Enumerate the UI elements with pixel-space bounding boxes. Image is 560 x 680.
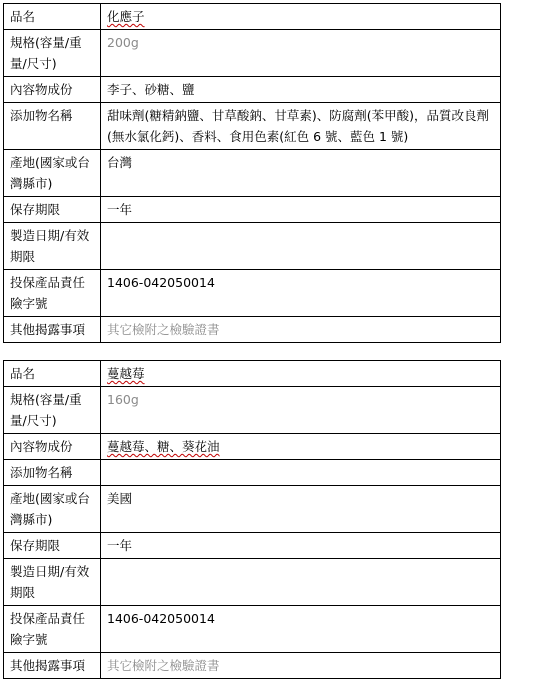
row-label: 內容物成份	[4, 434, 101, 460]
row-label: 製造日期/有效期限	[4, 223, 101, 270]
row-value: 一年	[101, 533, 501, 559]
row-label: 製造日期/有效期限	[4, 559, 101, 606]
table-row	[4, 150, 501, 197]
product-name: 化應子	[107, 9, 145, 24]
ingredients: 蔓越莓、糖、葵花油	[107, 439, 220, 454]
row-label: 投保產品責任險字號	[4, 606, 101, 653]
row-value: 李子、砂糖、鹽	[101, 77, 501, 103]
row-label: 產地(國家或台灣縣市)	[4, 150, 101, 197]
product-spec-table-1	[3, 3, 501, 343]
table-row	[4, 30, 501, 77]
row-value: 160g	[101, 387, 501, 434]
row-label: 保存期限	[4, 197, 101, 223]
row-value	[101, 559, 501, 606]
table-row	[4, 197, 501, 223]
row-value: 甜味劑(糖精鈉鹽、甘草酸鈉、甘草素)、防腐劑(苯甲酸)，品質改良劑(無水氯化鈣)、香料、食用色素(紅色 6 號、藍色 1 號)	[101, 103, 501, 150]
table-row	[4, 4, 501, 30]
table-row	[4, 317, 501, 343]
row-label: 投保產品責任險字號	[4, 270, 101, 317]
row-label: 規格(容量/重量/尺寸)	[4, 30, 101, 77]
table-row	[4, 270, 501, 317]
row-value: 其它檢附之檢驗證書	[101, 317, 501, 343]
product-name: 蔓越莓	[107, 366, 145, 381]
row-value	[101, 223, 501, 270]
table-row	[4, 223, 501, 270]
row-value	[101, 460, 501, 486]
row-label: 品名	[4, 4, 101, 30]
row-value	[101, 434, 501, 460]
product-spec-table-2	[3, 360, 501, 679]
row-label: 內容物成份	[4, 77, 101, 103]
row-value: 其它檢附之檢驗證書	[101, 653, 501, 679]
row-value: 200g	[101, 30, 501, 77]
table-row	[4, 77, 501, 103]
row-label: 其他揭露事項	[4, 317, 101, 343]
row-label: 保存期限	[4, 533, 101, 559]
row-value: 1406-042050014	[101, 606, 501, 653]
row-value: 1406-042050014	[101, 270, 501, 317]
table-row	[4, 486, 501, 533]
row-label: 添加物名稱	[4, 103, 101, 150]
table-row	[4, 434, 501, 460]
row-value: 美國	[101, 486, 501, 533]
row-label: 產地(國家或台灣縣市)	[4, 486, 101, 533]
table-row	[4, 606, 501, 653]
row-value: 台灣	[101, 150, 501, 197]
table-row	[4, 387, 501, 434]
table-row	[4, 559, 501, 606]
table-row	[4, 460, 501, 486]
row-label: 其他揭露事項	[4, 653, 101, 679]
table-row	[4, 653, 501, 679]
row-value	[101, 361, 501, 387]
row-value: 一年	[101, 197, 501, 223]
row-value	[101, 4, 501, 30]
row-label: 品名	[4, 361, 101, 387]
row-label: 添加物名稱	[4, 460, 101, 486]
table-row	[4, 533, 501, 559]
row-label: 規格(容量/重量/尺寸)	[4, 387, 101, 434]
table-row	[4, 103, 501, 150]
table-row	[4, 361, 501, 387]
